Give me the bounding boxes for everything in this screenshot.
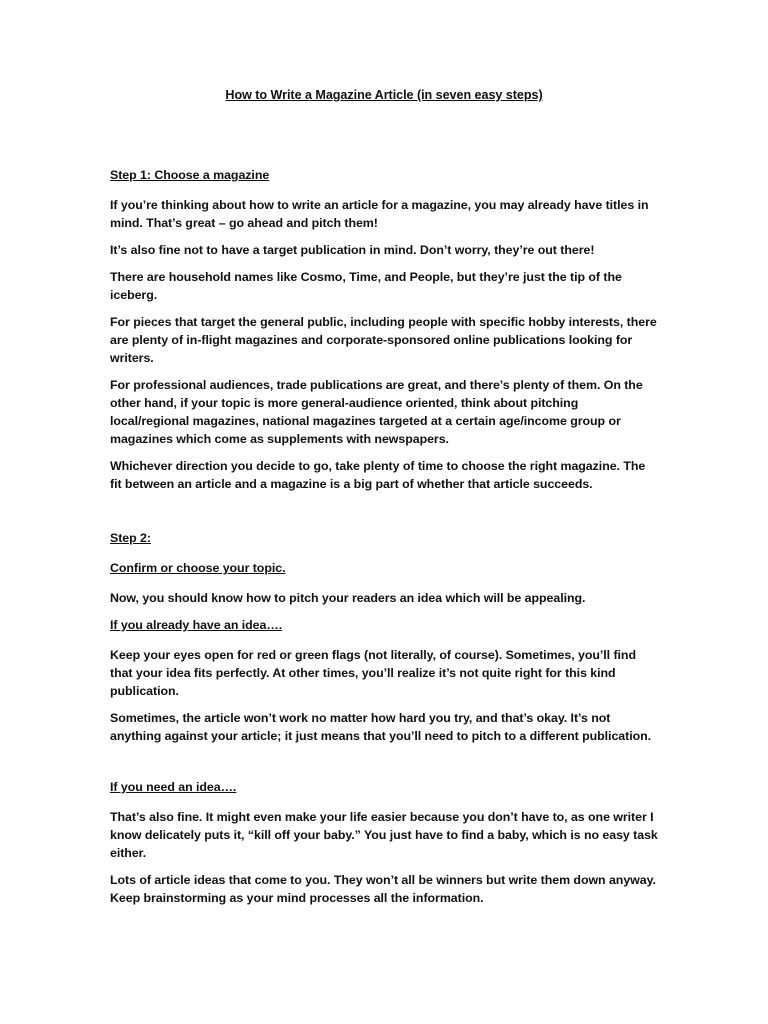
step1-paragraph-2: It’s also fine not to have a target publication in mind. Don’t worry, they’re out there! — [110, 243, 595, 257]
step2-heading: Step 2: — [110, 531, 151, 545]
step1-paragraph-5: For professional audiences, trade publications are great, and there’s plenty of them. On the other hand, if your topic is more general-audience oriented, think about pitching local/regional magazines, national magazines targeted at a certain age/income group or magazines which come as supplements with newspapers. — [110, 378, 643, 446]
have-idea-heading: If you already have an idea…. — [110, 618, 283, 632]
need-idea-heading: If you need an idea…. — [110, 780, 237, 794]
document-content — [110, 86, 658, 916]
step2-subheading: Confirm or choose your topic. — [110, 561, 286, 575]
need-idea-paragraph-2: Lots of article ideas that come to you. They won’t all be winners but write them down anyway. Keep brainstorming as your mind processes all the information. — [110, 873, 656, 905]
step1-heading: Step 1: Choose a magazine — [110, 168, 270, 182]
document-title: How to Write a Magazine Article (in seven easy steps) — [225, 88, 543, 102]
need-idea-paragraph-1: That’s also fine. It might even make your life easier because you don’t have to, as one writer I know delicately puts it, “kill off your baby.” You just have to find a baby, which is no easy task either. — [110, 810, 658, 860]
step1-paragraph-4: For pieces that target the general public, including people with specific hobby interests, there are plenty of in-flight magazines and corporate-sponsored online publications looking for writers. — [110, 315, 657, 365]
have-idea-paragraph-2: Sometimes, the article won’t work no matter how hard you try, and that’s okay. It’s not anything against your article; it just means that you’ll need to pitch to a different publication. — [110, 711, 652, 743]
have-idea-paragraph-1: Keep your eyes open for red or green flags (not literally, of course). Sometimes, you’ll find that your idea fits perfectly. At other times, you’ll realize it’s not quite right for this kind publication. — [110, 648, 636, 698]
step1-paragraph-3: There are household names like Cosmo, Time, and People, but they’re just the tip of the iceberg. — [110, 270, 622, 302]
step1-paragraph-1: If you’re thinking about how to write an article for a magazine, you may already have titles in mind. That’s great – go ahead and pitch them! — [110, 198, 649, 230]
step1-paragraph-6: Whichever direction you decide to go, take plenty of time to choose the right magazine. The fit between an article and a magazine is a big part of whether that article succeeds. — [110, 459, 646, 491]
step2-intro: Now, you should know how to pitch your readers an idea which will be appealing. — [110, 591, 586, 605]
